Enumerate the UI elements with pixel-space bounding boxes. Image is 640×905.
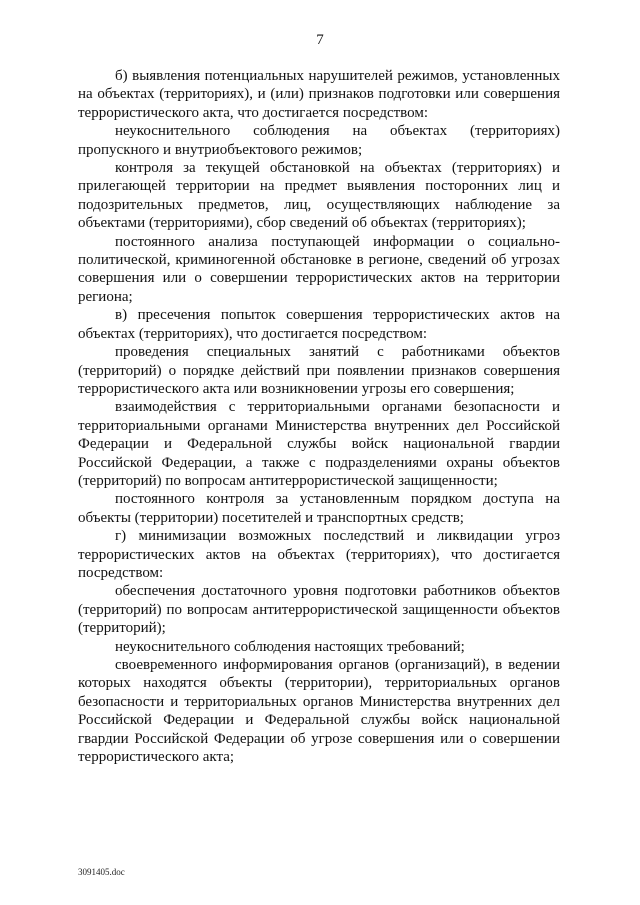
paragraph-access-control: постоянного контроля за установленным порядком доступа на объекты (территории) посетителей и транспортных средств;: [78, 491, 560, 526]
document-file-name: 3091405.doc: [78, 867, 125, 877]
paragraph-v-prevention: в) пресечения попыток совершения террористических актов на объектах (территориях), что достигается посредством:: [78, 307, 560, 342]
paragraph-requirements-compliance: неукоснительного соблюдения настоящих требований;: [115, 638, 465, 655]
page-number: 7: [316, 32, 324, 48]
paragraph-special-training: проведения специальных занятий с работниками объектов (территорий) о порядке действий при появлении признаков совершения террористического акта или возникновении угрозы его совершения;: [78, 344, 560, 397]
paragraph-interaction: взаимодействия с территориальными органами безопасности и территориальными органами Министерства внутренних дел Российской Федерации и Федеральной службы войск национальной гвардии Российской Федерации, а также с подразделениями охраны объектов (территорий) по вопросам антитеррористической защищенности;: [78, 399, 560, 489]
document-body: [78, 67, 560, 766]
paragraph-information-analysis: постоянного анализа поступающей информации о социально-политической, криминогенной обстановке в регионе, сведений об угрозах совершения или о совершении террористических актов на территории региона;: [78, 233, 560, 305]
paragraph-training-level: обеспечения достаточного уровня подготовки работников объектов (территорий) по вопросам антитеррористической защищенности объектов (территорий);: [78, 583, 560, 637]
paragraph-b-identification: б) выявления потенциальных нарушителей режимов, установленных на объектах (территориях), и (или) признаков подготовки или совершения террористического акта, что достигается посредством:: [78, 68, 560, 121]
paragraph-situation-control: контроля за текущей обстановкой на объектах (территориях) и прилегающей территории на предмет выявления посторонних лиц и подозрительных предметов, лиц, осуществляющих наблюдение за объектами (территориями), сбор сведений об объектах (территориях);: [78, 160, 560, 232]
paragraph-access-regime: неукоснительного соблюдения на объектах (территориях) пропускного и внутриобъектового режимов;: [78, 123, 560, 158]
paragraph-g-minimization: г) минимизации возможных последствий и ликвидации угроз террористических актов на объектах (территориях), что достигается посредством:: [78, 528, 560, 581]
paragraph-timely-informing: своевременного информирования органов (организаций), в ведении которых находятся объекты (территории), территориальных органов безопасности и территориальных органов Министерства внутренних дел Российской Федерации и Федеральной службы войск национальной гвардии Российской Федерации об угрозе совершения или о совершении террористического акта;: [78, 657, 560, 766]
